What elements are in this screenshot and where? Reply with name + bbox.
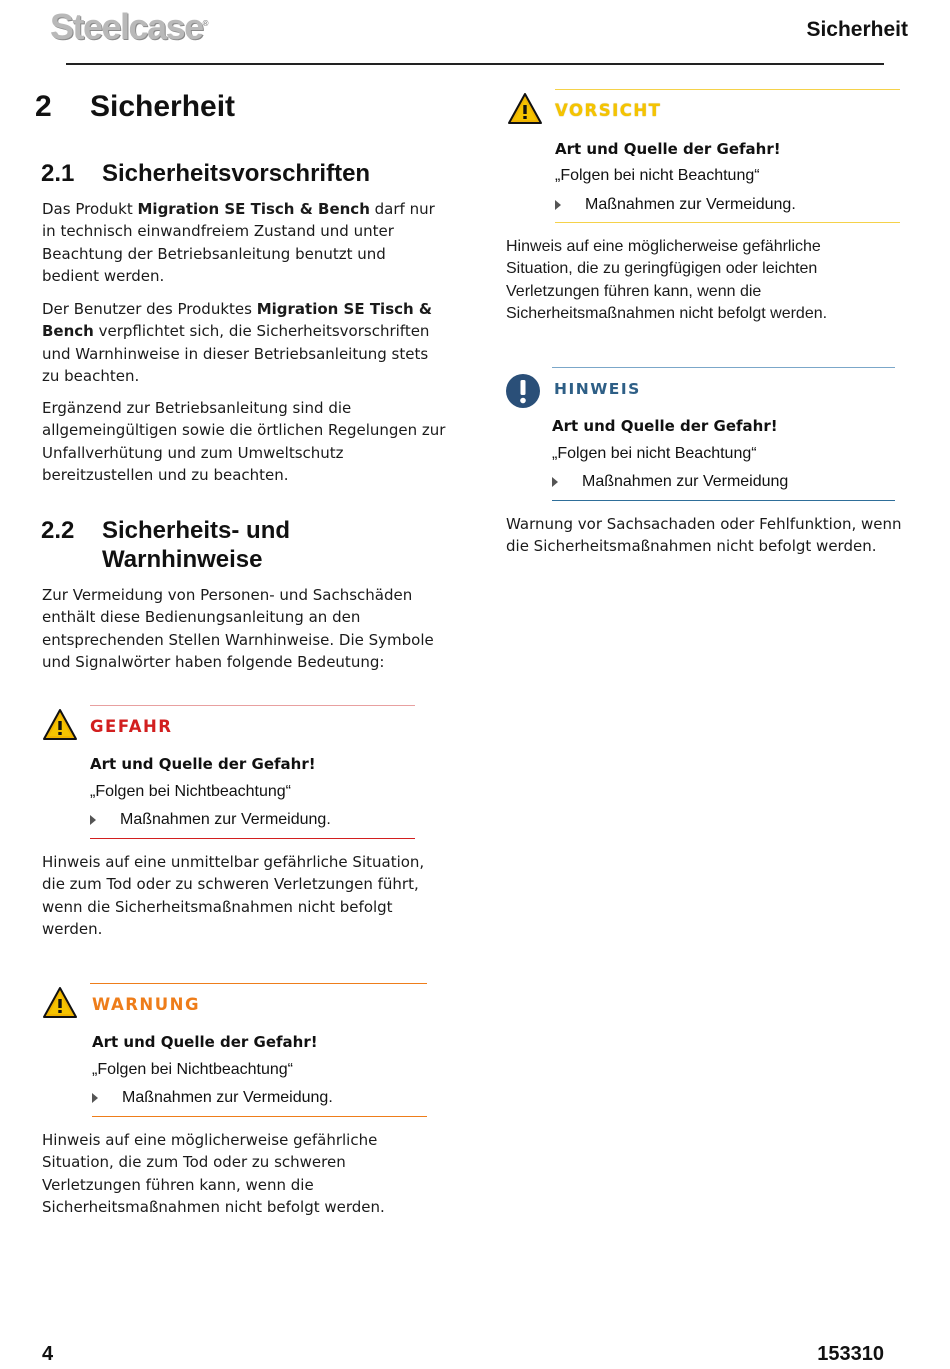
footer-page-number: 4 — [42, 1343, 54, 1365]
bullet-arrow-icon — [552, 477, 558, 487]
vorsicht-source: Art und Quelle der Gefahr! — [555, 140, 781, 158]
header-section-title: Sicherheit — [806, 18, 908, 41]
chapter-heading — [35, 90, 235, 124]
bullet-arrow-icon — [90, 815, 96, 825]
hinweis-measure: Maßnahmen zur Vermeidung — [552, 473, 892, 491]
gefahr-source: Art und Quelle der Gefahr! — [90, 755, 316, 773]
warnung-measure: Maßnahmen zur Vermeidung. — [92, 1089, 422, 1107]
section-number: 2.2 — [41, 517, 75, 544]
hinweis-top-rule — [552, 367, 895, 368]
gefahr-consequence: „Folgen bei Nichtbeachtung“ — [90, 783, 292, 800]
warning-triangle-icon — [42, 708, 78, 742]
section-title: Sicherheitsvorschriften — [102, 160, 371, 187]
section-heading-2-1 — [41, 159, 441, 188]
paragraph-warning-intro: Zur Vermeidung von Personen- und Sachschäden enthält diese Bedienungsanleitung an den entsprechenden Stellen Warnhinweise. Die Symbole und Signalwörter haben folgende Bedeutung: — [42, 586, 434, 671]
hinweis-source: Art und Quelle der Gefahr! — [552, 417, 778, 435]
section-title: Sicherheits- und Warnhinweise — [102, 517, 291, 573]
hinweis-signal-word: HINWEIS — [554, 380, 641, 398]
paragraph-regulations: Ergänzend zur Betriebsanleitung sind die allgemeingültigen sowie die örtlichen Regelungen zur Unfallverhütung und zum Umweltschutz bereitzustellen und zu beachten. — [42, 399, 446, 484]
gefahr-signal-word: GEFAHR — [90, 717, 173, 736]
chapter-title: Sicherheit — [90, 90, 236, 123]
warning-triangle-icon — [42, 986, 78, 1020]
vorsicht-top-rule — [555, 89, 900, 90]
warnung-source: Art und Quelle der Gefahr! — [92, 1033, 318, 1051]
bullet-arrow-icon — [92, 1093, 98, 1103]
warnung-signal-word: WARNUNG — [92, 995, 200, 1014]
section-number: 2.1 — [41, 160, 75, 187]
exclamation-circle-icon — [505, 373, 541, 409]
paragraph-product-use: Das Produkt Migration SE Tisch & Bench darf nur in technisch einwandfreiem Zustand und unter Beachtung der Betriebsanleitung benutzt und bedient werden. — [42, 200, 435, 285]
vorsicht-description: Hinweis auf eine möglicherweise gefährliche Situation, die zu geringfügigen oder leichten Verletzungen führen kann, wenn die Sicherheitsmaßnahmen nicht befolgt werden. — [506, 238, 828, 322]
hinweis-description: Warnung vor Sachsachaden oder Fehlfunktion, wenn die Sicherheitsmaßnahmen nicht befolgt werden. — [506, 515, 902, 556]
warnung-description: Hinweis auf eine möglicherweise gefährliche Situation, die zum Tod oder zu schweren Verletzungen führen kann, wenn die Sicherheitsmaßnahmen nicht befolgt werden. — [42, 1131, 385, 1216]
gefahr-bottom-rule — [90, 838, 415, 839]
vorsicht-consequence: „Folgen bei nicht Beachtung“ — [555, 167, 760, 184]
hinweis-bottom-rule — [552, 500, 895, 501]
vorsicht-signal-word: VORSICHT — [555, 101, 662, 120]
gefahr-top-rule — [90, 705, 415, 706]
gefahr-measure: Maßnahmen zur Vermeidung. — [90, 811, 410, 829]
warnung-bottom-rule — [92, 1116, 427, 1117]
vorsicht-bottom-rule — [555, 222, 900, 223]
header-rule — [66, 63, 884, 65]
warning-triangle-icon — [507, 92, 543, 126]
footer-doc-number: 153310 — [817, 1343, 884, 1365]
warnung-top-rule — [90, 983, 427, 984]
steelcase-logo: Steelcase® — [50, 6, 209, 47]
bullet-arrow-icon — [555, 200, 561, 210]
gefahr-description: Hinweis auf eine unmittelbar gefährliche Situation, die zum Tod oder zu schweren Verletzungen führt, wenn die Sicherheitsmaßnahmen nicht befolgt werden. — [42, 853, 425, 938]
warnung-consequence: „Folgen bei Nichtbeachtung“ — [92, 1061, 294, 1078]
chapter-number: 2 — [35, 90, 52, 123]
section-heading-2-2 — [41, 516, 441, 574]
vorsicht-measure: Maßnahmen zur Vermeidung. — [555, 196, 895, 214]
paragraph-user-obligation: Der Benutzer des Produktes Migration SE Tisch & Bench verpflichtet sich, die Sicherheitsvorschriften und Warnhinweise in dieser Betriebsanleitung stets zu beachten. — [42, 300, 432, 385]
hinweis-consequence: „Folgen bei nicht Beachtung“ — [552, 445, 757, 462]
